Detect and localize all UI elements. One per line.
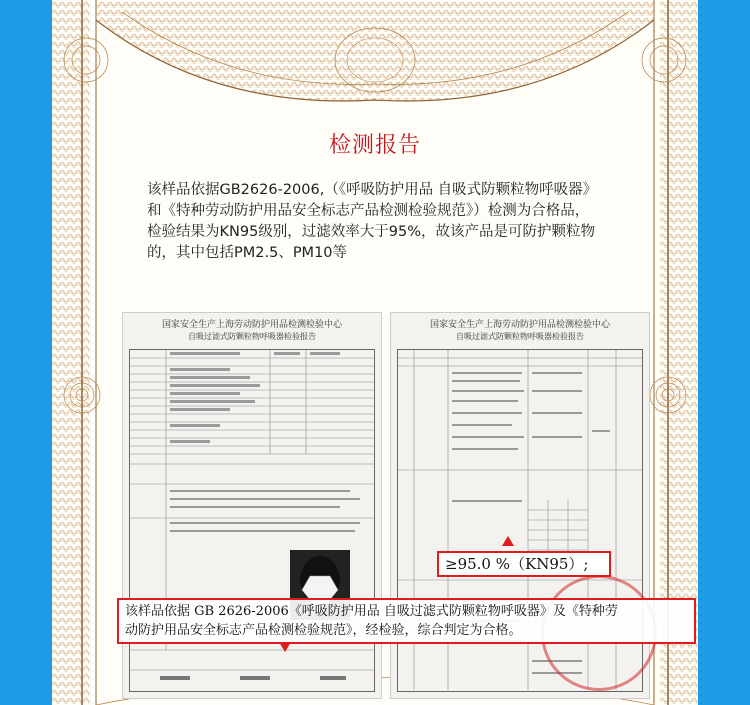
- conclusion-line: 动防护用品安全标志产品检测检验规范》，经检验，综合判定为合格。: [125, 623, 522, 638]
- efficiency-text: ≥95.0 %（KN95）;: [445, 555, 589, 573]
- arrow-down-icon: [277, 640, 293, 654]
- report-header: 国家安全生产上海劳动防护用品检测检验中心: [161, 320, 342, 330]
- right-blue-bar: [698, 0, 750, 705]
- report-header: 国家安全生产上海劳动防护用品检测检验中心: [429, 320, 610, 330]
- certificate-body: [147, 180, 627, 264]
- left-blue-bar: [0, 0, 52, 705]
- body-line: 的，其中包括PM2.5、PM10等: [147, 245, 348, 261]
- certificate: [52, 0, 698, 705]
- conclusion-callout: [117, 598, 696, 644]
- body-line: 该样品依据GB2626-2006,（《呼吸防护用品 自吸式防颗粒物呼吸器》: [147, 182, 598, 198]
- efficiency-callout: [437, 551, 611, 577]
- arrow-up-icon: [500, 536, 516, 552]
- conclusion-line: 该样品依据 GB 2626-2006《呼吸防护用品 自吸过滤式防颗粒物呼吸器》及《特种劳: [125, 604, 618, 619]
- body-line: 和《特种劳动防护用品安全标志产品检测检验规范》）检测为合格品，: [147, 203, 590, 219]
- report-subheader: 自吸过滤式防颗粒物呼吸器检验报告: [456, 332, 584, 341]
- certificate-title: 检测报告: [328, 133, 421, 158]
- body-line: 检验结果为KN95级别，过滤效率大于95%，故该产品是可防护颗粒物: [147, 224, 596, 240]
- report-subheader: 自吸过滤式防颗粒物呼吸器检验报告: [188, 332, 316, 341]
